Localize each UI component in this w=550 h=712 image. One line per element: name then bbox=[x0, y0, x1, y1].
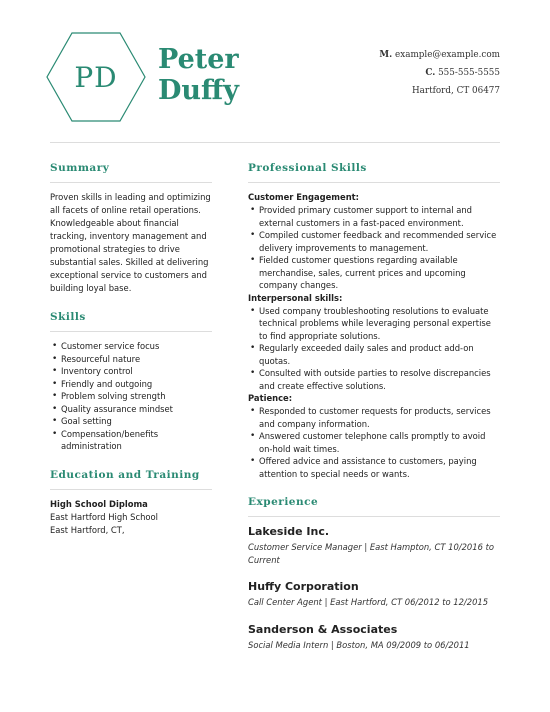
first-name: Peter bbox=[158, 44, 239, 75]
left-column bbox=[50, 162, 212, 537]
skill-group-item: • Used company troubleshooting resolutions to evaluate technical problems while leveraging personal expertise to find appropriate solutions. bbox=[248, 305, 500, 343]
job-company: Huffy Corporation bbox=[248, 580, 359, 593]
phone-label: C. bbox=[425, 68, 436, 78]
job-entry bbox=[248, 623, 500, 652]
skill-group-heading: Customer Engagement: bbox=[248, 192, 360, 202]
email-value: example@example.com bbox=[395, 50, 500, 60]
skill-item: • Problem solving strength bbox=[50, 390, 212, 403]
education-location: East Hartford, CT, bbox=[50, 524, 125, 535]
professional-skills-title: Professional Skills bbox=[248, 162, 500, 183]
skill-group-item: • Responded to customer requests for products, services and company information. bbox=[248, 405, 500, 430]
skill-group-list bbox=[248, 305, 500, 393]
skill-group-item: • Answered customer telephone calls promptly to avoid on-hold wait times. bbox=[248, 430, 500, 455]
skill-group-item: • Compiled customer feedback and recommended service delivery improvements to management. bbox=[248, 229, 500, 254]
skill-group-list bbox=[248, 204, 500, 292]
skill-group-heading: Patience: bbox=[248, 393, 293, 403]
education-section bbox=[50, 469, 212, 537]
summary-title: Summary bbox=[50, 162, 212, 183]
experience-section bbox=[248, 496, 500, 651]
right-column bbox=[248, 162, 500, 651]
skill-item: • Compensation/benefits administration bbox=[50, 428, 212, 453]
job-entry bbox=[248, 580, 500, 609]
email-label: M. bbox=[379, 50, 393, 60]
last-name: Duffy bbox=[158, 75, 239, 106]
skill-item: • Friendly and outgoing bbox=[50, 378, 212, 391]
job-meta: Call Center Agent | East Hartford, CT 06/2012 to 12/2015 bbox=[248, 597, 489, 607]
job-company: Sanderson & Associates bbox=[248, 622, 398, 636]
skill-item: • Resourceful nature bbox=[50, 353, 212, 366]
skills-section bbox=[50, 311, 212, 453]
skill-group-item: • Fielded customer questions regarding available merchandise, sales, current prices and upcoming company changes. bbox=[248, 254, 500, 292]
skill-item: • Goal setting bbox=[50, 415, 212, 428]
skill-group-item: • Offered advice and assistance to customers, paying attention to special needs or wants. bbox=[248, 455, 500, 480]
email-line bbox=[379, 50, 500, 68]
phone-value: 555-555-5555 bbox=[438, 68, 500, 78]
job-company: Lakeside Inc. bbox=[248, 525, 330, 538]
professional-skills-section bbox=[248, 162, 500, 480]
education-degree: High School Diploma bbox=[50, 498, 148, 509]
summary-text: Proven skills in leading and optimizing all facets of online retail operations. Knowledgeable about financial tracking, inventory management and promotional strategies to drive substantial sales. Skilled at delivering exceptional service to customers and building loyal base. bbox=[50, 192, 211, 293]
monogram-initials: PD bbox=[74, 60, 118, 94]
full-name bbox=[158, 44, 239, 106]
summary-section bbox=[50, 162, 212, 295]
skills-title: Skills bbox=[50, 311, 212, 332]
phone-line bbox=[379, 68, 500, 86]
skill-item: • Customer service focus bbox=[50, 340, 212, 353]
location-line: Hartford, CT 06477 bbox=[411, 86, 500, 96]
skill-group-heading: Interpersonal skills: bbox=[248, 292, 343, 303]
skills-list bbox=[50, 340, 212, 453]
header-divider bbox=[50, 142, 500, 143]
education-title: Education and Training bbox=[50, 469, 212, 490]
job-entry bbox=[248, 525, 500, 566]
education-school: East Hartford High School bbox=[50, 511, 158, 522]
skill-item: • Inventory control bbox=[50, 365, 212, 378]
skill-group-item: • Consulted with outside parties to resolve discrepancies and create effective solutions. bbox=[248, 367, 500, 392]
resume-header bbox=[0, 0, 550, 140]
skill-group-list bbox=[248, 405, 500, 480]
skill-group-item: • Regularly exceeded daily sales and product add-on quotas. bbox=[248, 342, 500, 367]
skill-group-item: • Provided primary customer support to internal and external customers in a fast-paced environment. bbox=[248, 204, 500, 229]
experience-title: Experience bbox=[248, 496, 500, 517]
hexagon-monogram-icon bbox=[46, 32, 146, 122]
skill-item: • Quality assurance mindset bbox=[50, 403, 212, 416]
contact-block bbox=[379, 50, 500, 104]
job-meta: Social Media Intern | Boston, MA 09/2009 to 06/2011 bbox=[248, 639, 470, 650]
job-meta: Customer Service Manager | East Hampton, CT 10/2016 to Current bbox=[248, 542, 494, 565]
